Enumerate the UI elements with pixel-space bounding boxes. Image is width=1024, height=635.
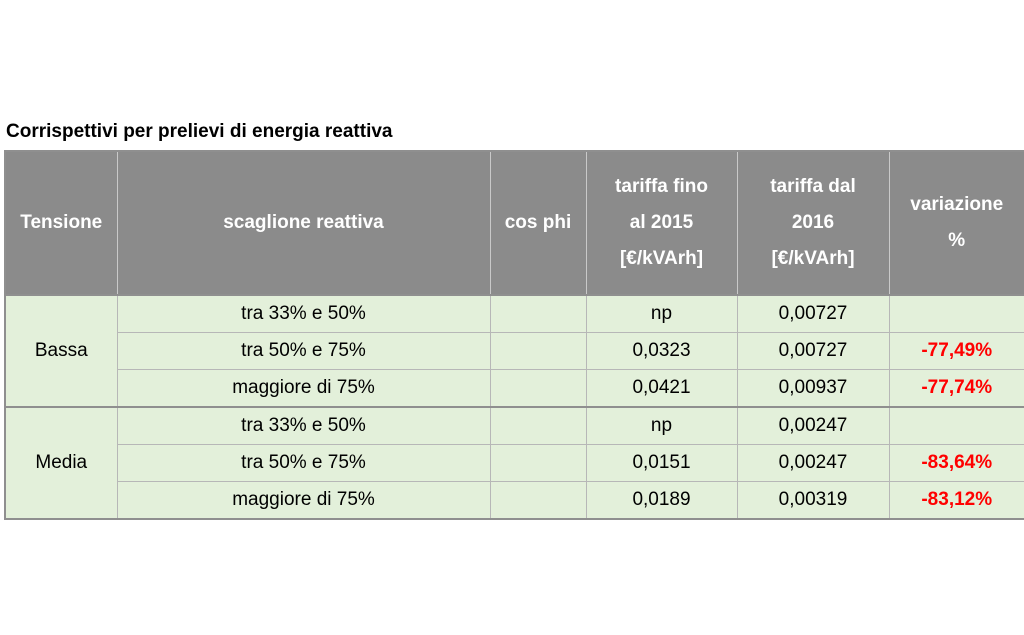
header-tariffa-2015-line: al 2015 — [629, 212, 694, 233]
header-tariffa-2016-line: 2016 — [791, 212, 835, 233]
cell-tariffa-2016: 0,00937 — [737, 370, 889, 408]
cell-variazione — [889, 407, 1024, 445]
cell-cosphi — [490, 333, 586, 370]
cell-cosphi — [490, 482, 586, 520]
header-tariffa-2015 — [586, 151, 737, 295]
header-scaglione: scaglione reattiva — [117, 151, 490, 295]
cell-scaglione: maggiore di 75% — [117, 482, 490, 520]
header-row — [5, 151, 1024, 295]
cell-tariffa-2015: 0,0323 — [586, 333, 737, 370]
cell-tariffa-2015: 0,0421 — [586, 370, 737, 408]
table-row — [5, 445, 1024, 482]
cell-variazione: -77,49% — [889, 333, 1024, 370]
cell-tariffa-2016: 0,00727 — [737, 295, 889, 333]
table-row — [5, 370, 1024, 408]
cell-tariffa-2016: 0,00727 — [737, 333, 889, 370]
cell-tariffa-2016: 0,00319 — [737, 482, 889, 520]
table-row — [5, 407, 1024, 445]
cell-tariffa-2015: 0,0151 — [586, 445, 737, 482]
cell-variazione: -83,12% — [889, 482, 1024, 520]
table-row — [5, 295, 1024, 333]
cell-tariffa-2015: np — [586, 407, 737, 445]
header-cosphi: cos phi — [490, 151, 586, 295]
cell-variazione: -83,64% — [889, 445, 1024, 482]
group-label-media: Media — [5, 407, 117, 519]
table-row — [5, 333, 1024, 370]
header-tariffa-2015-line: [€/kVArh] — [619, 248, 704, 269]
cell-variazione — [889, 295, 1024, 333]
table-row — [5, 482, 1024, 520]
cell-tariffa-2015: 0,0189 — [586, 482, 737, 520]
cell-cosphi — [490, 407, 586, 445]
header-tariffa-2016-line: tariffa dal — [770, 176, 856, 197]
header-tensione: Tensione — [5, 151, 117, 295]
header-tariffa-2016 — [737, 151, 889, 295]
cell-scaglione: tra 33% e 50% — [117, 295, 490, 333]
header-variazione-line: % — [948, 230, 966, 251]
cell-variazione: -77,74% — [889, 370, 1024, 408]
table-title: Corrispettivi per prelievi di energia reattiva — [6, 121, 393, 142]
header-variazione-line: variazione — [910, 194, 1004, 215]
cell-cosphi — [490, 370, 586, 408]
cell-scaglione: maggiore di 75% — [117, 370, 490, 408]
header-variazione — [889, 151, 1024, 295]
header-tariffa-2015-line: tariffa fino — [615, 176, 708, 197]
cell-tariffa-2016: 0,00247 — [737, 407, 889, 445]
cell-tariffa-2015: np — [586, 295, 737, 333]
header-tariffa-2016-line: [€/kVArh] — [771, 248, 855, 269]
cell-cosphi — [490, 445, 586, 482]
cell-scaglione: tra 33% e 50% — [117, 407, 490, 445]
tariff-table — [4, 150, 1024, 520]
cell-scaglione: tra 50% e 75% — [117, 333, 490, 370]
group-label-bassa: Bassa — [5, 295, 117, 407]
cell-cosphi — [490, 295, 586, 333]
cell-tariffa-2016: 0,00247 — [737, 445, 889, 482]
cell-scaglione: tra 50% e 75% — [117, 445, 490, 482]
